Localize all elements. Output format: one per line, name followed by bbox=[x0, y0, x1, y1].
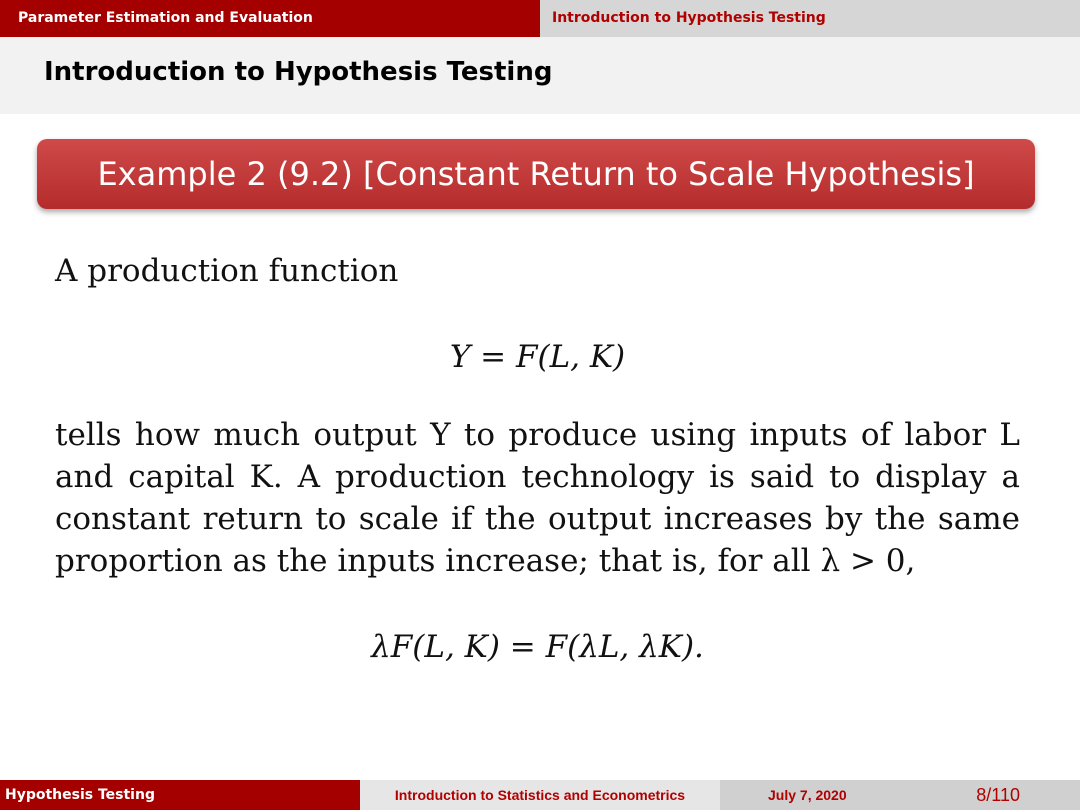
intro-text: A production function bbox=[55, 253, 399, 289]
page-number: 8/110 bbox=[976, 785, 1020, 805]
footer-date: July 7, 2020 bbox=[768, 787, 847, 803]
header-subsection[interactable]: Introduction to Hypothesis Testing bbox=[540, 0, 1080, 37]
constant-return-equation: λF(L, K) = F(λL, λK). bbox=[371, 629, 704, 665]
page-title: Introduction to Hypothesis Testing bbox=[44, 57, 553, 87]
footer-short-title: Hypothesis Testing bbox=[0, 780, 360, 810]
header-section[interactable]: Parameter Estimation and Evaluation bbox=[0, 0, 540, 37]
footer-date-page bbox=[720, 780, 1080, 810]
definition-paragraph: tells how much output Y to produce using inputs of labor L and capital K. A production technology is said to display a constant return to scale if the output increases by the same proportion as the inputs increase; that is, for all λ > 0, bbox=[55, 417, 1020, 579]
production-function-equation: Y = F(L, K) bbox=[449, 339, 626, 375]
header-bar bbox=[0, 0, 1080, 37]
example-block-title: Example 2 (9.2) [Constant Return to Scale Hypothesis] bbox=[37, 139, 1035, 209]
footer-course: Introduction to Statistics and Econometrics bbox=[360, 780, 720, 810]
footer-bar bbox=[0, 780, 1080, 810]
frame-title-bar bbox=[0, 37, 1080, 114]
